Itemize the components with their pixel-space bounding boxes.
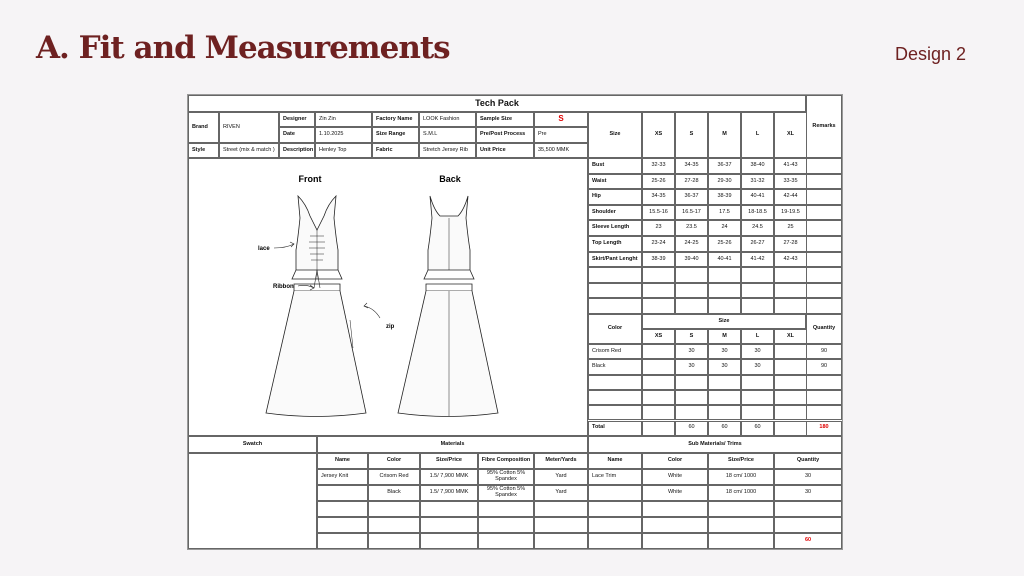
qty-size-col: XS [642,329,675,344]
material-fibre [478,517,534,533]
measure-value: 23-24 [642,236,675,252]
measure-value: 17.5 [708,205,741,221]
trim-size_price: 18 cm/ 1000 [708,469,774,485]
measure-value: 24-25 [675,236,708,252]
qty-value [774,421,807,436]
material-color [368,501,420,517]
trims-col-header: Color [642,453,708,469]
measure-value: 24.5 [741,220,774,236]
unit-price-value: 35,500 MMK [534,143,588,158]
material-name [317,501,368,517]
measure-value: 29-30 [708,174,741,190]
material-size_price [420,501,478,517]
measure-value: 38-39 [708,189,741,205]
back-peplum [424,270,474,279]
materials-col-header: Fibre Composition [478,453,534,469]
qty-value [774,359,807,374]
trim-qty [774,501,842,517]
trims-col-header: Quantity [774,453,842,469]
material-color: Black [368,485,420,501]
measure-value: 42-43 [774,252,807,268]
measure-value [642,298,675,314]
material-fibre: 95% Cotton 5% Spandex [478,485,534,501]
trim-qty: 30 [774,485,842,501]
trim-name [588,517,642,533]
row-quantity [806,405,842,420]
remarks-cell [806,283,842,299]
qty-size-col: M [708,329,741,344]
factory-value: LOOK Fashion [419,112,476,127]
remarks-cell [806,220,842,236]
qty-value [642,375,675,390]
trim-color [642,517,708,533]
measure-name: Top Length [588,236,642,252]
brand-value: RIVEN [219,112,279,143]
trim-size_price [708,501,774,517]
material-size_price: 1.5/ 7,900 MMK [420,485,478,501]
measure-value: 23.5 [675,220,708,236]
qty-value: 60 [708,421,741,436]
qty-value [642,405,675,420]
material-name [317,533,368,549]
tech-pack-title: Tech Pack [188,95,806,112]
qty-value [675,405,708,420]
remarks-cell [806,236,842,252]
material-unit [534,501,588,517]
color-name [588,375,642,390]
qty-value [642,390,675,405]
qty-value [708,375,741,390]
measure-name: Sleeve Length [588,220,642,236]
prepost-label: Pre/Post Process [476,127,534,143]
trim-color [642,533,708,549]
row-quantity [806,390,842,405]
remarks-header: Remarks [806,95,842,158]
remarks-cell [806,158,842,174]
qty-value [708,405,741,420]
row-quantity [806,375,842,390]
trim-qty [774,517,842,533]
designer-value: Zin Zin [315,112,372,127]
measure-value: 18-18.5 [741,205,774,221]
materials-col-header: Meter/Yards [534,453,588,469]
remarks-cell [806,205,842,221]
measure-value: 24 [708,220,741,236]
qty-value: 30 [708,359,741,374]
size-col-s: S [675,112,708,158]
material-unit: Yard [534,485,588,501]
remarks-cell [806,252,842,268]
measure-value: 15.5-16 [642,205,675,221]
measure-value [708,298,741,314]
design-label: Design 2 [894,44,966,64]
measure-value [774,298,807,314]
measure-value: 42-44 [774,189,807,205]
quantity-header: Quantity [806,314,842,344]
qty-value [642,421,675,436]
remarks-cell [806,189,842,205]
qty-value: 30 [675,344,708,359]
materials-header: Materials [317,436,588,453]
measure-name: Waist [588,174,642,190]
measure-value [741,298,774,314]
material-color [368,533,420,549]
measure-name: Bust [588,158,642,174]
measure-name: Shoulder [588,205,642,221]
material-name: Jersey Knit [317,469,368,485]
color-size-header: Size [642,314,806,329]
trims-col-header: Size/Price [708,453,774,469]
trim-name [588,485,642,501]
measure-name: Skirt/Pant Lenght [588,252,642,268]
trim-color: White [642,469,708,485]
size-header: Size [588,112,642,158]
measure-value [642,267,675,283]
measure-value: 19-19.5 [774,205,807,221]
trims-total-quantity: 60 [774,533,842,549]
ribbon-label: Ribbon [273,284,294,290]
trim-color: White [642,485,708,501]
qty-value [774,405,807,420]
qty-value [708,390,741,405]
back-skirt [398,291,498,417]
trim-name: Lace Trim [588,469,642,485]
material-size_price [420,533,478,549]
measure-value: 25 [774,220,807,236]
sample-size-value: S [534,112,588,127]
measure-name [588,283,642,299]
qty-value: 30 [741,359,774,374]
total-label: Total [588,421,642,436]
unit-price-label: Unit Price [476,143,534,158]
style-label: Style [188,143,219,158]
sample-size-label: Sample Size [476,112,534,127]
zip-label: zip [386,324,395,330]
qty-value [675,375,708,390]
trim-name [588,501,642,517]
swatch-area [188,453,317,549]
garment-flat-sketch [188,158,588,436]
qty-value: 30 [675,359,708,374]
description-label: Description [279,143,315,158]
color-header: Color [588,314,642,344]
measure-value [741,283,774,299]
measure-value: 41-42 [741,252,774,268]
swatch-header: Swatch [188,436,317,453]
measure-value [675,267,708,283]
row-quantity: 90 [806,344,842,359]
measure-value [741,267,774,283]
color-name: Crisom Red [588,344,642,359]
measure-value [642,283,675,299]
measure-value: 36-37 [708,158,741,174]
measure-value: 38-40 [741,158,774,174]
trim-size_price [708,533,774,549]
designer-label: Designer [279,112,315,127]
measure-value: 36-37 [675,189,708,205]
description-value: Henley Top [315,143,372,158]
trim-name [588,533,642,549]
material-fibre [478,533,534,549]
material-color [368,517,420,533]
qty-value [675,390,708,405]
qty-size-col: S [675,329,708,344]
material-unit [534,533,588,549]
qty-value [642,359,675,374]
tech-pack-sheet [187,94,843,550]
measure-value: 27-28 [774,236,807,252]
measure-value: 26-27 [741,236,774,252]
material-fibre: 95% Cotton 5% Spandex [478,469,534,485]
date-value: 1.10.2025 [315,127,372,143]
measure-value [708,267,741,283]
measure-value: 39-40 [675,252,708,268]
remarks-cell [806,267,842,283]
trim-size_price: 18 cm/ 1000 [708,485,774,501]
material-unit [534,517,588,533]
material-fibre [478,501,534,517]
measure-value: 33-35 [774,174,807,190]
materials-col-header: Name [317,453,368,469]
measure-name [588,298,642,314]
back-label: Back [439,174,461,184]
measure-value [675,283,708,299]
remarks-cell [806,174,842,190]
color-name [588,405,642,420]
material-size_price [420,517,478,533]
trims-col-header: Name [588,453,642,469]
material-unit: Yard [534,469,588,485]
style-value: Street (mix & match ) [219,143,279,158]
measure-value [774,283,807,299]
qty-value [774,390,807,405]
qty-value [774,344,807,359]
size-col-xl: XL [774,112,807,158]
lace-label: lace [258,246,270,252]
qty-value [741,405,774,420]
measure-name: Hip [588,189,642,205]
remarks-cell [806,298,842,314]
measure-value: 34-35 [642,189,675,205]
prepost-value: Pre [534,127,588,143]
trim-size_price [708,517,774,533]
measure-value: 40-41 [741,189,774,205]
front-skirt [266,291,366,417]
measure-value: 25-26 [708,236,741,252]
trims-header: Sub Materials/ Trims [588,436,842,453]
row-quantity: 90 [806,359,842,374]
fabric-value: Stretch Jersey Rib [419,143,476,158]
materials-col-header: Color [368,453,420,469]
slide-title: A. Fit and Measurements [36,30,450,66]
measure-name [588,267,642,283]
measure-value: 27-28 [675,174,708,190]
materials-col-header: Size/Price [420,453,478,469]
measure-value: 25-26 [642,174,675,190]
qty-value: 30 [741,344,774,359]
material-name [317,485,368,501]
color-name [588,390,642,405]
factory-label: Factory Name [372,112,419,127]
qty-value [741,375,774,390]
qty-value: 30 [708,344,741,359]
qty-size-col: L [741,329,774,344]
measure-value: 40-41 [708,252,741,268]
measure-value: 38-39 [642,252,675,268]
trim-color [642,501,708,517]
material-name [317,517,368,533]
qty-value [642,344,675,359]
qty-value: 60 [675,421,708,436]
qty-value [741,390,774,405]
measure-value [675,298,708,314]
measure-value: 31-32 [741,174,774,190]
size-range-value: S.M.L [419,127,476,143]
measure-value: 34-35 [675,158,708,174]
front-label: Front [298,174,322,184]
measure-value [774,267,807,283]
fabric-label: Fabric [372,143,419,158]
measure-value: 16.5-17 [675,205,708,221]
total-quantity: 180 [806,421,842,436]
measure-value [708,283,741,299]
qty-size-col: XL [774,329,807,344]
size-col-l: L [741,112,774,158]
material-color: Crisom Red [368,469,420,485]
material-size_price: 1.5/ 7,900 MMK [420,469,478,485]
qty-value: 60 [741,421,774,436]
measure-value: 41-43 [774,158,807,174]
measure-value: 23 [642,220,675,236]
size-col-xs: XS [642,112,675,158]
color-name: Black [588,359,642,374]
brand-label: Brand [188,112,219,143]
qty-value [774,375,807,390]
date-label: Date [279,127,315,143]
trim-qty: 30 [774,469,842,485]
size-range-label: Size Range [372,127,419,143]
size-col-m: M [708,112,741,158]
measure-value: 32-33 [642,158,675,174]
